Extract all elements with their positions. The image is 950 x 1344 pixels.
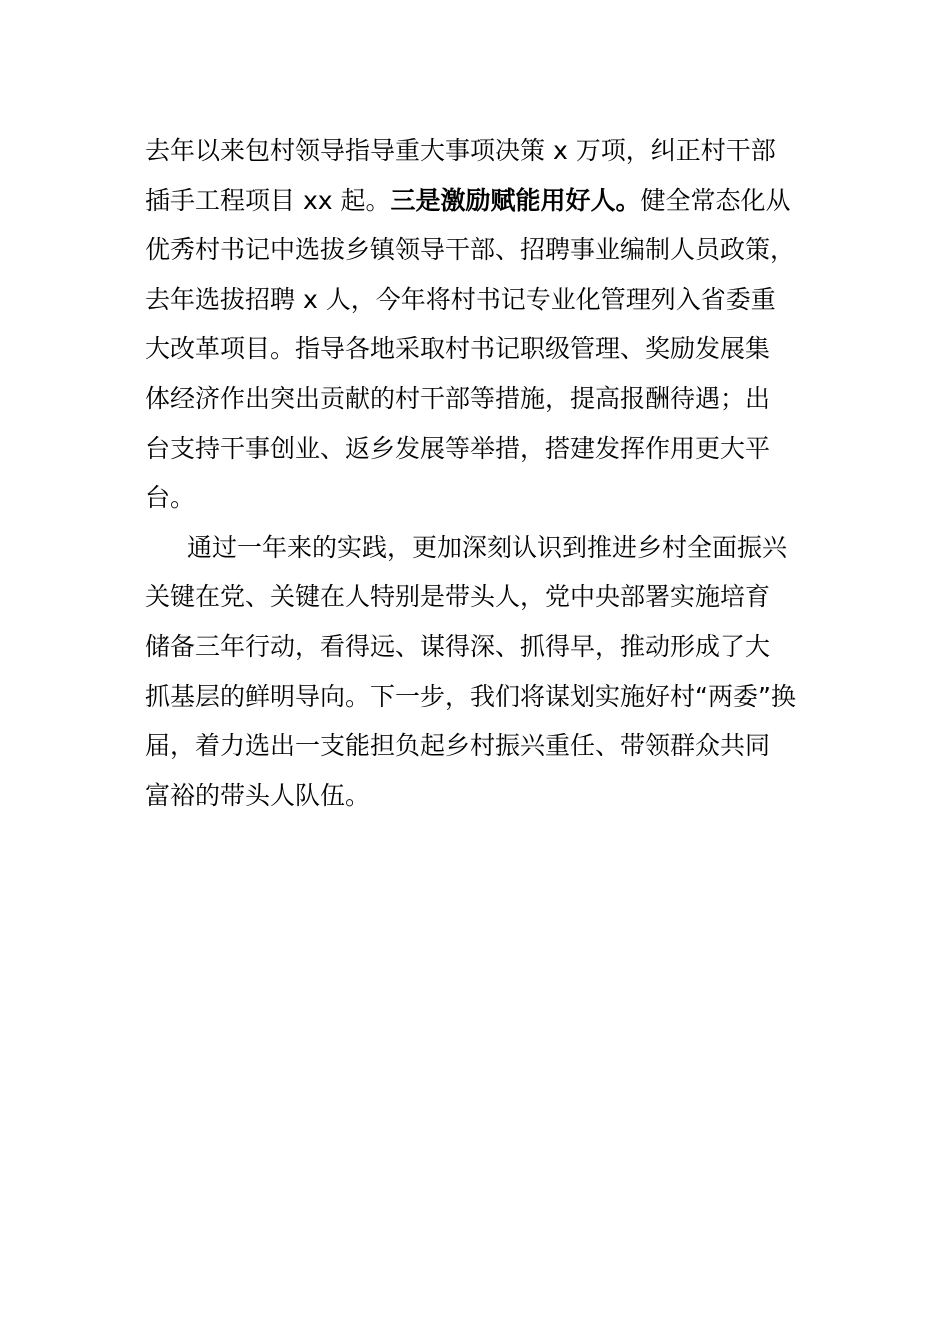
text-line: 通过一年来的实践，更加深刻认识到推进乡村全面振兴 bbox=[187, 532, 788, 562]
text-line: 台支持干事创业、返乡发展等举措，搭建发挥作用更大平 bbox=[145, 433, 771, 463]
text-run: 健全常态化从 bbox=[640, 185, 791, 215]
text-line: 富裕的带头人队伍。 bbox=[145, 780, 371, 810]
text-line: 去年选拔招聘 x 人，今年将村书记专业化管理列入省委重 bbox=[145, 284, 776, 314]
text-line: 大改革项目。指导各地采取村书记职级管理、奖励发展集 bbox=[145, 334, 771, 364]
text-line: 去年以来包村领导指导重大事项决策 x 万项，纠正村干部 bbox=[145, 136, 776, 165]
paragraph-conclusion bbox=[145, 523, 815, 821]
bold-heading: 三是激励赋能用好人。 bbox=[390, 185, 641, 215]
text-run: 插手工程项目 xx 起。 bbox=[145, 185, 391, 215]
text-line bbox=[145, 176, 815, 226]
text-line: 关键在党、关键在人特别是带头人，党中央部署实施培育 bbox=[145, 582, 771, 612]
document-body bbox=[145, 126, 815, 820]
text-line: 抓基层的鲜明导向。下一步，我们将谋划实施好村“两委”换 bbox=[145, 681, 796, 711]
text-line: 优秀村书记中选拔乡镇领导干部、招聘事业编制人员政策， bbox=[145, 235, 796, 265]
text-line: 储备三年行动，看得远、谋得深、抓得早，推动形成了大 bbox=[145, 631, 771, 661]
text-line: 届，着力选出一支能担负起乡村振兴重任、带领群众共同 bbox=[145, 731, 771, 761]
text-line: 台。 bbox=[145, 483, 196, 513]
text-line: 体经济作出突出贡献的村干部等措施，提高报酬待遇；出 bbox=[145, 383, 771, 413]
paragraph-incentives bbox=[145, 126, 815, 523]
